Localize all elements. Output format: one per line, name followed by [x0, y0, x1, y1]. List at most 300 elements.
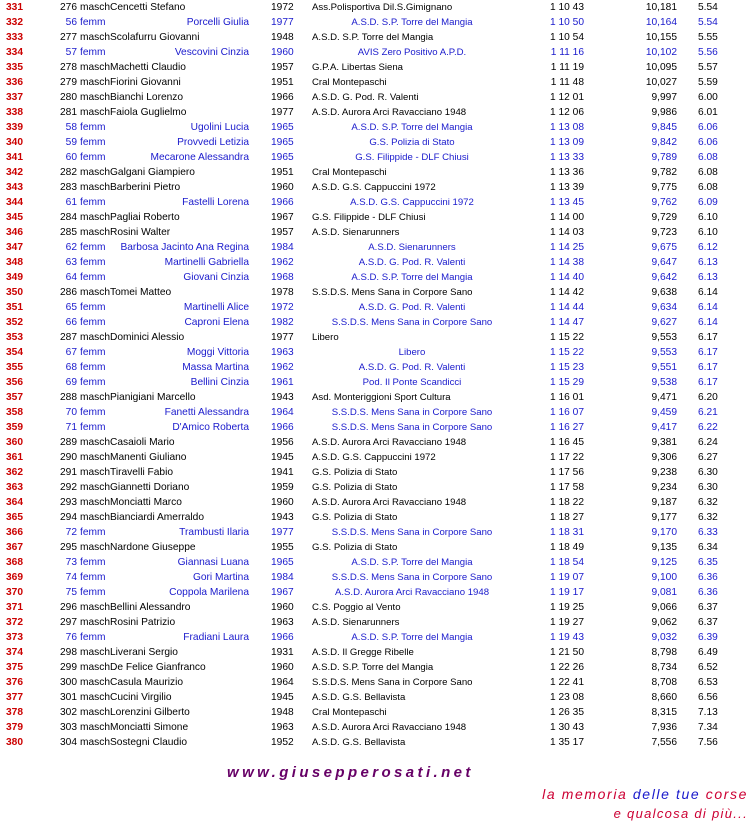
- cell-name: Faiola Guglielmo: [110, 107, 187, 118]
- cell-pace: 6.08: [698, 167, 718, 178]
- cell-pace: 6.24: [698, 437, 718, 448]
- cell-pace: 6.39: [698, 632, 718, 643]
- cell-cat: 285: [60, 227, 77, 238]
- table-row: [0, 75, 752, 90]
- table-row: [0, 60, 752, 75]
- cell-sex: femm: [80, 587, 106, 598]
- cell-pos: 353: [6, 332, 23, 343]
- cell-pace: 6.30: [698, 482, 718, 493]
- cell-club: A.S.D. G. Pod. R. Valenti: [358, 302, 466, 313]
- cell-year: 1966: [271, 422, 294, 433]
- cell-sex: masch: [80, 452, 111, 463]
- cell-cat: 294: [60, 512, 77, 523]
- table-row: [0, 315, 752, 330]
- cell-name: D'Amico Roberta: [172, 422, 249, 433]
- cell-name: Monciatti Simone: [110, 722, 189, 733]
- cell-cat: 298: [60, 647, 77, 658]
- table-row: [0, 180, 752, 195]
- cell-club: S.S.D.S. Mens Sana in Corpore Sano: [331, 422, 493, 433]
- cell-name: Monciatti Marco: [110, 497, 182, 508]
- table-row: [0, 225, 752, 240]
- cell-pace: 5.56: [698, 47, 718, 58]
- cell-speed: 9,638: [651, 287, 677, 298]
- cell-pos: 362: [6, 467, 23, 478]
- cell-speed: 9,032: [651, 632, 677, 643]
- cell-cat: 280: [60, 92, 77, 103]
- cell-club: A.S.D. G.S. Bellavista: [312, 737, 406, 748]
- cell-name: Fanetti Alessandra: [164, 407, 249, 418]
- cell-pace: 6.49: [698, 647, 718, 658]
- cell-pos: 372: [6, 617, 23, 628]
- cell-year: 1952: [271, 737, 294, 748]
- cell-cat: 71: [65, 422, 77, 433]
- cell-name: Dominici Alessio: [110, 332, 185, 343]
- cell-year: 1977: [271, 17, 294, 28]
- cell-cat: 74: [65, 572, 77, 583]
- cell-name: Tomei Matteo: [110, 287, 172, 298]
- cell-pos: 375: [6, 662, 23, 673]
- cell-pos: 373: [6, 632, 23, 643]
- cell-pace: 6.17: [698, 377, 718, 388]
- cell-sex: femm: [80, 632, 106, 643]
- cell-time: 1 18 54: [550, 557, 584, 568]
- cell-year: 1968: [271, 272, 294, 283]
- cell-year: 1962: [271, 257, 294, 268]
- cell-cat: 67: [65, 347, 77, 358]
- cell-time: 1 14 47: [550, 317, 584, 328]
- cell-club: G.S. Polizia di Stato: [369, 137, 455, 148]
- cell-pos: 347: [6, 242, 23, 253]
- cell-time: 1 17 56: [550, 467, 584, 478]
- cell-time: 1 16 01: [550, 392, 584, 403]
- cell-sex: masch: [80, 482, 111, 493]
- cell-cat: 295: [60, 542, 77, 553]
- cell-name: Cencetti Stefano: [110, 2, 186, 13]
- cell-pace: 6.01: [698, 107, 718, 118]
- cell-speed: 9,642: [651, 272, 677, 283]
- cell-year: 1962: [271, 362, 294, 373]
- cell-pos: 374: [6, 647, 23, 658]
- cell-year: 1964: [271, 677, 294, 688]
- table-row: [0, 45, 752, 60]
- cell-club: Cral Montepaschi: [312, 707, 387, 718]
- cell-speed: 9,471: [651, 392, 677, 403]
- cell-speed: 10,027: [645, 77, 677, 88]
- cell-cat: 66: [65, 317, 77, 328]
- table-row: [0, 585, 752, 600]
- cell-club: A.S.D. G.S. Cappuccini 1972: [350, 197, 474, 208]
- cell-time: 1 26 35: [550, 707, 584, 718]
- cell-year: 1941: [271, 467, 294, 478]
- cell-speed: 8,660: [651, 692, 677, 703]
- cell-speed: 8,798: [651, 647, 677, 658]
- cell-name: Giannasi Luana: [177, 557, 249, 568]
- cell-pace: 6.12: [698, 242, 718, 253]
- cell-pos: 342: [6, 167, 23, 178]
- cell-pace: 6.53: [698, 677, 718, 688]
- cell-pos: 352: [6, 317, 23, 328]
- cell-time: 1 19 07: [550, 572, 584, 583]
- cell-speed: 9,306: [651, 452, 677, 463]
- cell-time: 1 11 48: [550, 77, 584, 88]
- cell-club: AVIS Zero Positivo A.P.D.: [357, 47, 467, 58]
- cell-sex: masch: [80, 722, 111, 733]
- cell-club: A.S.D. S.P. Torre del Mangia: [351, 557, 473, 568]
- cell-year: 1951: [271, 167, 294, 178]
- cell-sex: femm: [80, 302, 106, 313]
- cell-name: Fradiani Laura: [183, 632, 249, 643]
- cell-speed: 9,627: [651, 317, 677, 328]
- cell-name: Bellini Alessandro: [110, 602, 191, 613]
- cell-pace: 5.57: [698, 62, 718, 73]
- cell-year: 1977: [271, 332, 294, 343]
- table-row: [0, 720, 752, 735]
- cell-sex: masch: [80, 287, 111, 298]
- cell-cat: 59: [65, 137, 77, 148]
- cell-sex: femm: [80, 407, 106, 418]
- cell-club: S.S.D.S. Mens Sana in Corpore Sano: [312, 677, 473, 688]
- cell-club: Libero: [312, 332, 339, 343]
- cell-year: 1965: [271, 122, 294, 133]
- cell-pos: 377: [6, 692, 23, 703]
- cell-pace: 6.06: [698, 122, 718, 133]
- cell-year: 1960: [271, 662, 294, 673]
- cell-year: 1957: [271, 227, 294, 238]
- cell-pos: 335: [6, 62, 23, 73]
- cell-pos: 371: [6, 602, 23, 613]
- cell-cat: 299: [60, 662, 77, 673]
- cell-sex: masch: [80, 647, 111, 658]
- table-row: [0, 240, 752, 255]
- cell-speed: 9,675: [651, 242, 677, 253]
- cell-time: 1 18 22: [550, 497, 584, 508]
- cell-pos: 358: [6, 407, 23, 418]
- cell-club: A.S.D. Sienarunners: [312, 227, 400, 238]
- table-row: [0, 705, 752, 720]
- cell-name: Rosini Patrizio: [110, 617, 176, 628]
- cell-name: Liverani Sergio: [110, 647, 178, 658]
- cell-cat: 289: [60, 437, 77, 448]
- table-row: [0, 645, 752, 660]
- table-row: [0, 735, 752, 750]
- cell-speed: 9,062: [651, 617, 677, 628]
- cell-time: 1 11 19: [550, 62, 584, 73]
- cell-speed: 9,381: [651, 437, 677, 448]
- cell-time: 1 15 22: [550, 332, 584, 343]
- cell-year: 1955: [271, 542, 294, 553]
- cell-sex: masch: [80, 677, 111, 688]
- cell-cat: 278: [60, 62, 77, 73]
- cell-year: 1984: [271, 242, 294, 253]
- cell-year: 1972: [271, 2, 294, 13]
- cell-club: Ass.Polisportiva Dil.S.Gimignano: [312, 2, 453, 13]
- cell-club: Pod. Il Ponte Scandicci: [362, 377, 462, 388]
- cell-year: 1960: [271, 497, 294, 508]
- table-row: [0, 375, 752, 390]
- cell-time: 1 14 44: [550, 302, 584, 313]
- cell-cat: 287: [60, 332, 77, 343]
- cell-name: Mecarone Alessandra: [150, 152, 249, 163]
- cell-time: 1 17 58: [550, 482, 584, 493]
- cell-speed: 9,553: [651, 347, 677, 358]
- cell-name: Martinelli Gabriella: [164, 257, 249, 268]
- cell-speed: 9,066: [651, 602, 677, 613]
- cell-time: 1 35 17: [550, 737, 584, 748]
- cell-speed: 8,734: [651, 662, 677, 673]
- cell-time: 1 16 45: [550, 437, 584, 448]
- cell-speed: 9,729: [651, 212, 677, 223]
- table-row: [0, 690, 752, 705]
- cell-year: 1956: [271, 437, 294, 448]
- cell-pace: 6.14: [698, 317, 718, 328]
- cell-cat: 73: [65, 557, 77, 568]
- cell-sex: femm: [80, 122, 106, 133]
- table-row: [0, 135, 752, 150]
- cell-speed: 9,135: [651, 542, 677, 553]
- cell-club: A.S.D. Aurora Arci Ravacciano 1948: [312, 722, 467, 733]
- footer: [0, 762, 752, 820]
- cell-speed: 9,238: [651, 467, 677, 478]
- cell-club: A.S.D. Aurora Arci Ravacciano 1948: [312, 497, 467, 508]
- cell-pace: 6.52: [698, 662, 718, 673]
- cell-club: G.S. Filippide - DLF Chiusi: [355, 152, 469, 163]
- cell-speed: 9,762: [651, 197, 677, 208]
- cell-pos: 368: [6, 557, 23, 568]
- cell-club: S.S.D.S. Mens Sana in Corpore Sano: [331, 527, 493, 538]
- cell-pos: 367: [6, 542, 23, 553]
- cell-pace: 6.32: [698, 497, 718, 508]
- cell-time: 1 14 38: [550, 257, 584, 268]
- table-row: [0, 15, 752, 30]
- cell-year: 1984: [271, 572, 294, 583]
- cell-year: 1967: [271, 212, 294, 223]
- cell-year: 1948: [271, 707, 294, 718]
- cell-year: 1966: [271, 92, 294, 103]
- cell-pos: 337: [6, 92, 23, 103]
- cell-speed: 9,177: [651, 512, 677, 523]
- cell-pace: 6.14: [698, 287, 718, 298]
- table-row: [0, 360, 752, 375]
- cell-time: 1 23 08: [550, 692, 584, 703]
- cell-speed: 9,789: [651, 152, 677, 163]
- cell-club: Libero: [398, 347, 426, 358]
- cell-sex: masch: [80, 107, 111, 118]
- cell-name: Coppola Marilena: [169, 587, 249, 598]
- cell-time: 1 30 43: [550, 722, 584, 733]
- cell-year: 1960: [271, 47, 294, 58]
- cell-sex: femm: [80, 137, 106, 148]
- cell-year: 1948: [271, 32, 294, 43]
- cell-club: G.S. Polizia di Stato: [312, 467, 398, 478]
- cell-name: Porcelli Giulia: [186, 17, 249, 28]
- cell-time: 1 17 22: [550, 452, 584, 463]
- cell-speed: 9,986: [651, 107, 677, 118]
- cell-year: 1977: [271, 107, 294, 118]
- cell-sex: femm: [80, 527, 106, 538]
- cell-speed: 9,081: [651, 587, 677, 598]
- cell-time: 1 19 25: [550, 602, 584, 613]
- cell-time: 1 14 40: [550, 272, 584, 283]
- cell-year: 1972: [271, 302, 294, 313]
- cell-club: S.S.D.S. Mens Sana in Corpore Sano: [312, 287, 473, 298]
- table-row: [0, 420, 752, 435]
- cell-name: Scolafurru Giovanni: [110, 32, 200, 43]
- cell-pos: 365: [6, 512, 23, 523]
- cell-pos: 354: [6, 347, 23, 358]
- tagline: [542, 786, 748, 802]
- cell-cat: 301: [60, 692, 77, 703]
- cell-cat: 60: [65, 152, 77, 163]
- cell-year: 1966: [271, 197, 294, 208]
- cell-name: Caproni Elena: [184, 317, 249, 328]
- cell-name: Barberini Pietro: [110, 182, 181, 193]
- cell-year: 1960: [271, 602, 294, 613]
- cell-pace: 6.17: [698, 347, 718, 358]
- cell-speed: 7,936: [651, 722, 677, 733]
- cell-sex: masch: [80, 32, 111, 43]
- cell-time: 1 14 25: [550, 242, 584, 253]
- cell-club: A.S.D. G. Pod. R. Valenti: [358, 257, 466, 268]
- cell-cat: 286: [60, 287, 77, 298]
- cell-club: G.P.A. Libertas Siena: [312, 62, 404, 73]
- cell-year: 1945: [271, 452, 294, 463]
- cell-year: 1931: [271, 647, 294, 658]
- cell-time: 1 14 03: [550, 227, 584, 238]
- table-row: [0, 495, 752, 510]
- cell-sex: masch: [80, 392, 111, 403]
- cell-sex: femm: [80, 197, 106, 208]
- table-row: [0, 465, 752, 480]
- table-row: [0, 555, 752, 570]
- cell-pos: 359: [6, 422, 23, 433]
- cell-year: 1978: [271, 287, 294, 298]
- cell-pos: 356: [6, 377, 23, 388]
- cell-pace: 6.37: [698, 602, 718, 613]
- table-row: [0, 270, 752, 285]
- cell-sex: femm: [80, 257, 106, 268]
- cell-pace: 6.36: [698, 572, 718, 583]
- cell-pos: 360: [6, 437, 23, 448]
- cell-club: Cral Montepaschi: [312, 77, 387, 88]
- cell-name: Fiorini Giovanni: [110, 77, 181, 88]
- cell-pace: 5.54: [698, 17, 718, 28]
- cell-club: S.S.D.S. Mens Sana in Corpore Sano: [331, 572, 493, 583]
- cell-cat: 75: [65, 587, 77, 598]
- cell-pos: 343: [6, 182, 23, 193]
- cell-sex: masch: [80, 62, 111, 73]
- cell-pos: 378: [6, 707, 23, 718]
- cell-pos: 346: [6, 227, 23, 238]
- table-row: [0, 255, 752, 270]
- cell-pos: 345: [6, 212, 23, 223]
- table-row: [0, 90, 752, 105]
- cell-time: 1 18 27: [550, 512, 584, 523]
- table-row: [0, 0, 752, 15]
- cell-speed: 10,164: [645, 17, 677, 28]
- cell-speed: 9,723: [651, 227, 677, 238]
- cell-cat: 58: [65, 122, 77, 133]
- cell-club: A.S.D. G.S. Cappuccini 1972: [312, 452, 436, 463]
- cell-club: S.S.D.S. Mens Sana in Corpore Sano: [331, 407, 493, 418]
- cell-year: 1964: [271, 407, 294, 418]
- cell-sex: masch: [80, 542, 111, 553]
- cell-sex: femm: [80, 17, 106, 28]
- cell-cat: 292: [60, 482, 77, 493]
- cell-year: 1965: [271, 137, 294, 148]
- cell-pos: 348: [6, 257, 23, 268]
- table-row: [0, 195, 752, 210]
- cell-speed: 9,553: [651, 332, 677, 343]
- cell-name: Rosini Walter: [110, 227, 171, 238]
- cell-name: Fastelli Lorena: [182, 197, 249, 208]
- cell-club: G.S. Filippide - DLF Chiusi: [312, 212, 426, 223]
- table-row: [0, 150, 752, 165]
- cell-pos: 349: [6, 272, 23, 283]
- cell-pos: 333: [6, 32, 23, 43]
- cell-pos: 380: [6, 737, 23, 748]
- cell-year: 1957: [271, 62, 294, 73]
- cell-time: 1 13 45: [550, 197, 584, 208]
- cell-speed: 9,551: [651, 362, 677, 373]
- cell-pos: 350: [6, 287, 23, 298]
- table-row: [0, 510, 752, 525]
- cell-sex: femm: [80, 47, 106, 58]
- cell-year: 1965: [271, 152, 294, 163]
- cell-pos: 361: [6, 452, 23, 463]
- cell-speed: 7,556: [651, 737, 677, 748]
- cell-sex: masch: [80, 602, 111, 613]
- cell-name: Bianchi Lorenzo: [110, 92, 184, 103]
- table-row: [0, 615, 752, 630]
- cell-club: A.S.D. S.P. Torre del Mangia: [351, 17, 473, 28]
- site-link[interactable]: www.giusepperosati.net: [227, 764, 474, 781]
- cell-sex: masch: [80, 2, 111, 13]
- cell-speed: 9,538: [651, 377, 677, 388]
- table-row: [0, 210, 752, 225]
- cell-pace: 6.30: [698, 467, 718, 478]
- cell-cat: 290: [60, 452, 77, 463]
- cell-pace: 6.33: [698, 527, 718, 538]
- table-row: [0, 435, 752, 450]
- cell-sex: masch: [80, 437, 111, 448]
- cell-pos: 357: [6, 392, 23, 403]
- cell-pace: 6.32: [698, 512, 718, 523]
- cell-time: 1 13 09: [550, 137, 584, 148]
- cell-speed: 9,459: [651, 407, 677, 418]
- table-row: [0, 330, 752, 345]
- cell-name: Provvedi Letizia: [177, 137, 249, 148]
- cell-cat: 281: [60, 107, 77, 118]
- cell-time: 1 11 16: [550, 47, 584, 58]
- cell-sex: masch: [80, 737, 111, 748]
- cell-cat: 283: [60, 182, 77, 193]
- cell-sex: femm: [80, 362, 106, 373]
- table-row: [0, 345, 752, 360]
- table-row: [0, 630, 752, 645]
- cell-cat: 61: [65, 197, 77, 208]
- cell-pace: 6.06: [698, 137, 718, 148]
- cell-sex: masch: [80, 512, 111, 523]
- cell-name: Bellini Cinzia: [190, 377, 249, 388]
- cell-pos: 351: [6, 302, 23, 313]
- cell-speed: 9,634: [651, 302, 677, 313]
- cell-pace: 6.14: [698, 302, 718, 313]
- cell-sex: femm: [80, 152, 106, 163]
- table-row: [0, 570, 752, 585]
- cell-cat: 65: [65, 302, 77, 313]
- cell-name: Casula Maurizio: [110, 677, 184, 688]
- cell-name: Ugolini Lucia: [190, 122, 249, 133]
